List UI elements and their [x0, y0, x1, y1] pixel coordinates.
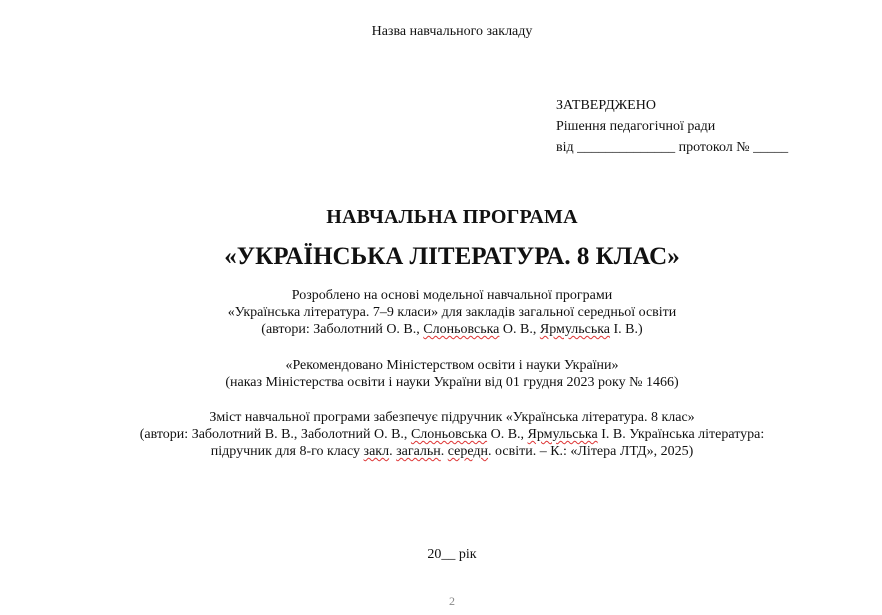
abbr-seredn: середн [447, 444, 489, 459]
textbook-line3-g: . освіти. – К.: «Літера ЛТД», 2025) [488, 444, 694, 459]
basis-line-2: «Українська література. 7–9 класи» для закладів загальної середньої освіти [227, 305, 677, 320]
approval-block [556, 95, 788, 158]
page-number: 2 [449, 594, 455, 608]
basis-authors-mid: О. В., [499, 322, 540, 337]
subject-title: «УКРАЇНСЬКА ЛІТЕРАТУРА. 8 КЛАС» [224, 243, 680, 270]
abbr-zahaln: загальн [396, 444, 441, 459]
textbook-block [0, 409, 882, 460]
textbook-author-slonovska: Слоньовська [410, 427, 488, 442]
textbook-line3-a: підручник для 8-го класу [210, 444, 364, 459]
approval-date-protocol: від ______________ протокол № _____ [556, 140, 789, 155]
basis-line-1: Розроблено на основі модельної навчальної програми [291, 288, 613, 303]
basis-authors-prefix: (автори: Заболотний О. В., [261, 322, 424, 337]
textbook-authors-prefix: (автори: Заболотний В. В., Заболотний О. В., [139, 427, 411, 442]
approval-heading: ЗАТВЕРДЖЕНО [556, 98, 656, 113]
basis-line-3 [0, 321, 882, 338]
textbook-line3-e: . [440, 444, 448, 459]
textbook-authors-suffix: І. В. Українська література: [597, 427, 765, 442]
author-yarmulska: Ярмульська [539, 322, 611, 337]
textbook-line-1: Зміст навчальної програми забезпечує підручник «Українська література. 8 клас» [209, 410, 695, 425]
year-line: 20__ рік [427, 547, 477, 562]
textbook-line-2 [0, 426, 882, 443]
recommendation-line-2: (наказ Міністерства освіти і науки України від 01 грудня 2023 року № 1466) [225, 375, 679, 390]
textbook-authors-mid: О. В., [487, 427, 528, 442]
abbr-zakl: закл [363, 444, 390, 459]
recommendation-block [0, 357, 882, 391]
institution-name: Назва навчального закладу [371, 24, 533, 39]
author-slonovska: Слоньовська [423, 322, 500, 337]
program-title: НАВЧАЛЬНА ПРОГРАМА [326, 206, 578, 228]
textbook-line-3 [0, 443, 882, 460]
recommendation-line-1: «Рекомендовано Міністерством освіти і науки України» [285, 358, 619, 373]
basis-authors-suffix: І. В.) [610, 322, 643, 337]
basis-block [0, 287, 882, 338]
textbook-line3-c: . [389, 444, 397, 459]
approval-council-decision: Рішення педагогічної ради [556, 119, 716, 134]
textbook-author-yarmulska: Ярмульська [527, 427, 598, 442]
